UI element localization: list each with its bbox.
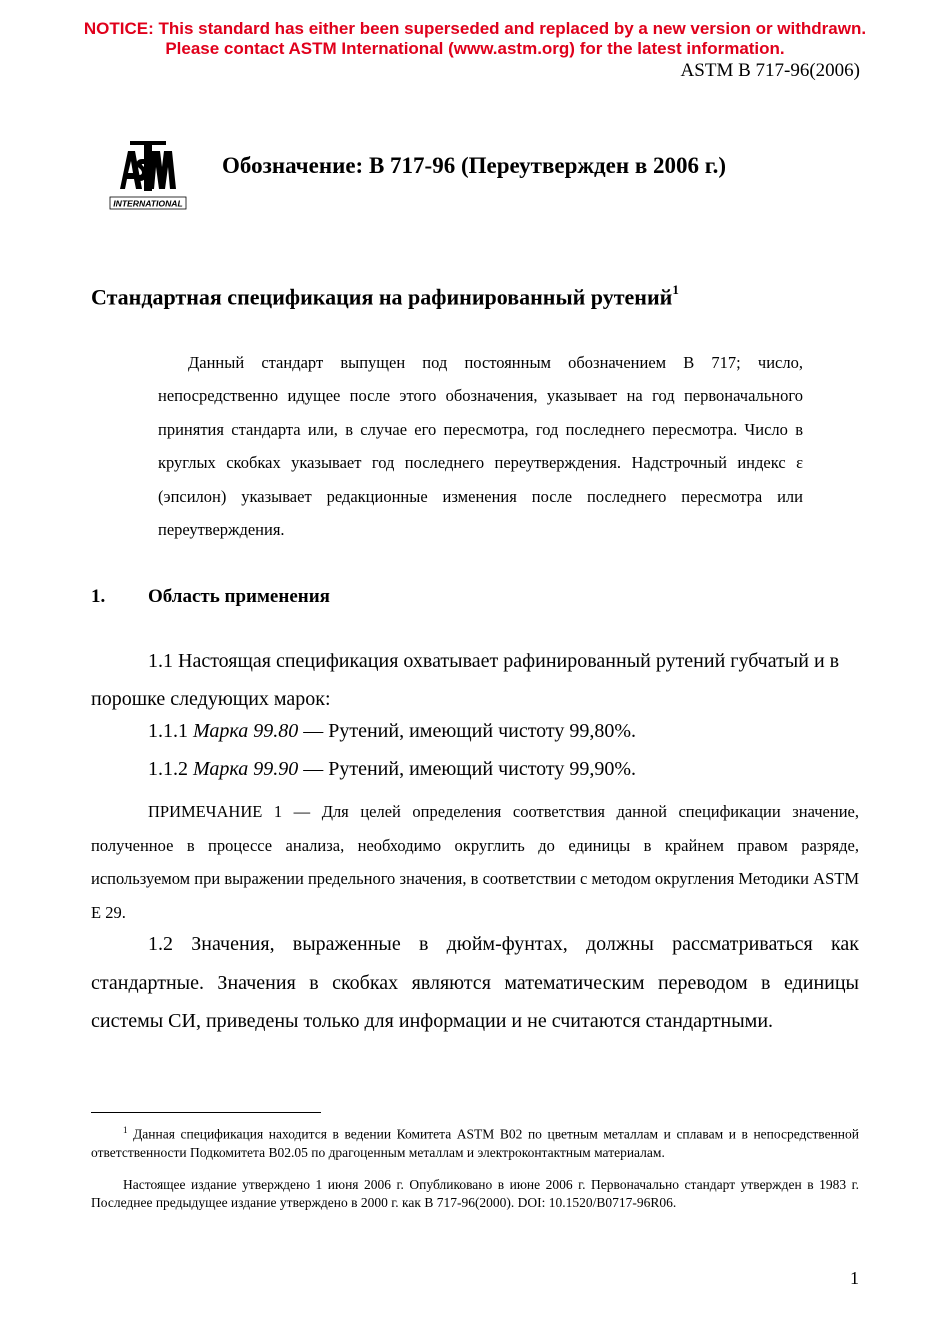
footnote-divider — [91, 1112, 321, 1113]
footnote-1 — [91, 1121, 859, 1162]
grade-text: — Рутений, имеющий чистоту 99,90%. — [303, 758, 637, 780]
grade-name: Марка 99.80 — [193, 720, 299, 742]
section-1-title: Область применения — [148, 586, 330, 607]
grade-item — [148, 720, 636, 743]
grade-item — [148, 758, 636, 781]
document-designation: Обозначение: B 717-96 (Переутвержден в 2006 г.) — [222, 153, 727, 178]
grade-number: 1.1.1 — [148, 720, 188, 742]
notice-line-1: NOTICE: This standard has either been superseded and replaced by a new version or withdrawn. — [83, 19, 867, 38]
document-title-text: Стандартная спецификация на рафинированный рутений — [91, 284, 673, 310]
notice-line-2: Please contact ASTM International (www.astm.org) for the latest information. — [165, 39, 785, 58]
astm-logo-icon — [108, 137, 188, 211]
page-number: 1 — [850, 1268, 859, 1288]
footnote-edition: Настоящее издание утверждено 1 июня 2006 г. Опубликовано в июне 2006 г. Первоначально стандарт утвержден в 1983 г. Последнее предыдущее издание утверждено в 2000 г. как B 717-96(2000). DOI: 10.1520/B0717-96R06. — [91, 1177, 859, 1210]
preamble: Данный стандарт выпущен под постоянным обозначением B 717; число, непосредственно идущее после этого обозначения, указывает на год первоначального принятия стандарта или, в случае его пересмотра, год последнего пересмотра. Число в круглых скобках указывает год последнего переутверждения. Надстрочный индекс ε (эпсилон) указывает редакционные изменения после последнего пересмотра или переутверждения. — [158, 353, 803, 540]
title-footnote-mark: 1 — [672, 282, 679, 297]
footnote-mark: 1 — [123, 1125, 128, 1135]
grade-number: 1.1.2 — [148, 758, 188, 780]
paragraph-1-2: 1.2 Значения, выраженные в дюйм-фунтах, должны рассматриваться как стандартные. Значения в скобках являются математическим переводом в единицы системы СИ, приведены только для информации и не считаются стандартными. — [91, 933, 859, 1032]
logo-caption: INTERNATIONAL — [113, 198, 183, 209]
header-designation: ASTM B 717-96(2006) — [680, 60, 860, 81]
grade-text: — Рутений, имеющий чистоту 99,80%. — [303, 720, 637, 742]
footnote-1-text: Данная спецификация находится в ведении Комитета ASTM B02 по цветным металлам и сплавам и в непосредственной ответственности Подкомитета B02.05 по драгоценным металлам и электроконтактным материалам. — [91, 1126, 860, 1160]
section-1-number: 1. — [91, 586, 106, 607]
note-1: ПРИМЕЧАНИЕ 1 — Для целей определения соответствия данной спецификации значение, полученное в процессе анализа, необходимо округлить до единицы в крайнем правом разряде, используемом при выражении предельного значения, в соответствии с методом округления Методики ASTM E 29. — [91, 802, 859, 922]
document-title — [91, 284, 679, 310]
grade-name: Марка 99.90 — [193, 758, 299, 780]
paragraph-1-1: 1.1 Настоящая спецификация охватывает рафинированный рутений губчатый и в порошке следующих марок: — [91, 650, 840, 710]
